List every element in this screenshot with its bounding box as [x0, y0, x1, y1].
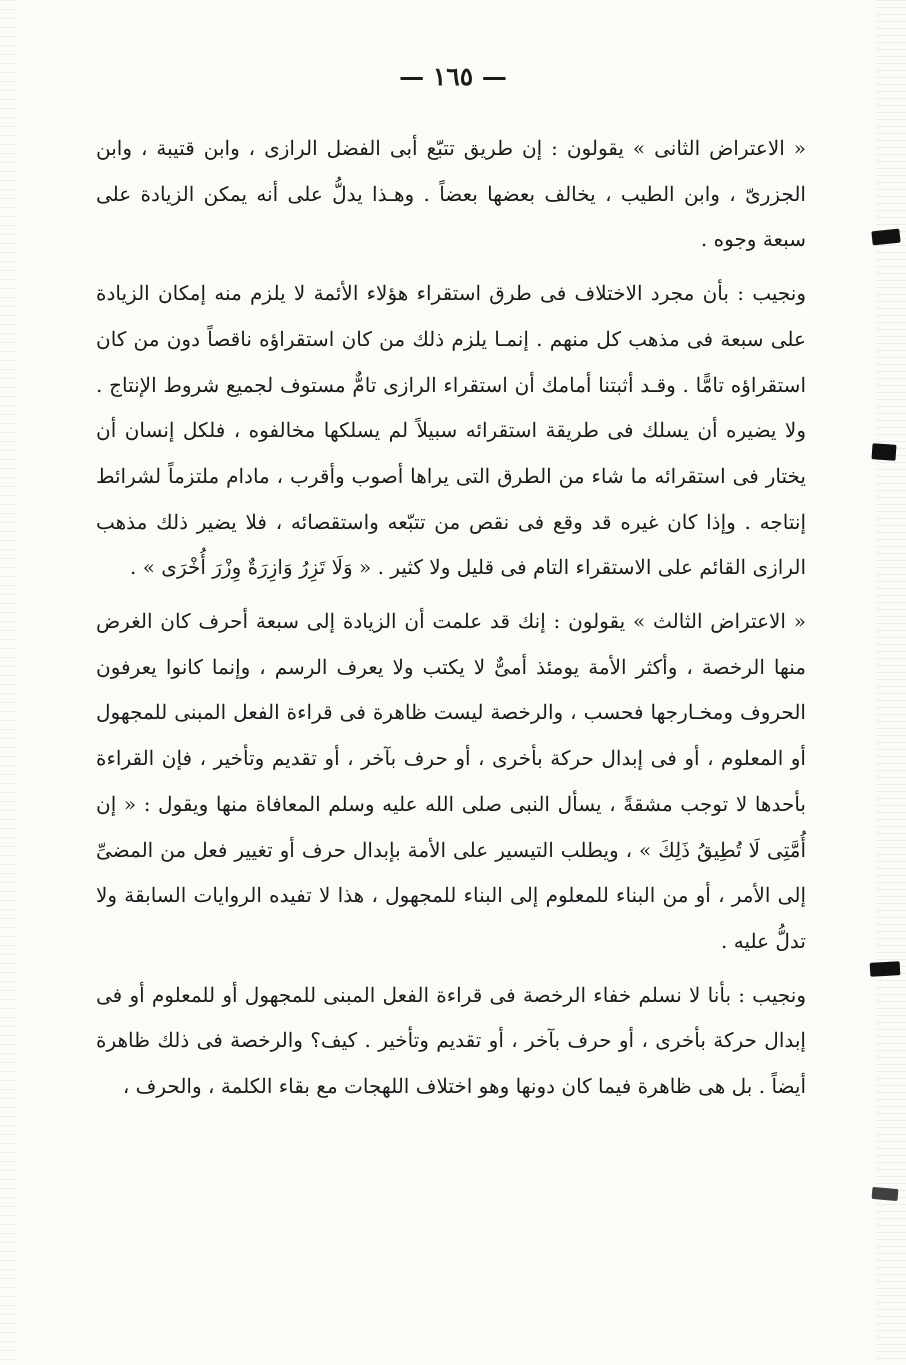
- margin-ink-mark: [871, 443, 896, 461]
- margin-ink-mark: [872, 1187, 899, 1201]
- body-text: [96, 126, 806, 1118]
- margin-ink-mark: [870, 961, 901, 977]
- page-number: — ١٦٥ —: [399, 62, 507, 91]
- scan-edge-left: [0, 0, 18, 1365]
- paragraph-objection-2: « الاعتراض الثانى » يقولون : إن طريق تتبّع أبى الفضل الرازى ، وابن قتيبة ، وابن الجزرىّ ، وابن الطيب ، يخالف بعضها بعضاً . وهـذا يدلُّ على أنه يمكن الزيادة على سبعة وجوه .: [96, 136, 806, 252]
- paragraph-answer-3: ونجيب : بأنا لا نسلم خفاء الرخصة فى قراءة الفعل المبنى للمجهول أو للمعلوم أو فى إبدال حركة بأخرى ، أو حرف بآخر ، أو تقديم وتأخير . كيف؟ والرخصة فى ذلك ظاهرة أيضاً . بل هى ظاهرة فيما كان دونها وهو اختلاف اللهجات مع بقاء الكلمة ، والحرف ،: [96, 982, 806, 1099]
- paragraph-answer-2: ونجيب : بأن مجرد الاختلاف فى طرق استقراء هؤلاء الأئمة لا يلزم منه إمكان الزيادة على سبعة فى مذهب كل منهم . إنمـا يلزم ذلك من كان استقراؤه ناقصاً دون من كان استقراؤه تامًّا . وقـد أثبتنا أمامك أن استقراء الرازى تامٌّ مستوف لجميع شروط الإنتاج . ولا يضيره أن يسلك فى طريقة استقرائه سبيلاً لم يسلكها مخالفوه ، فلكل إنسان أن يختار فى استقرائه ما شاء من الطرق التى يراها أصوب وأقرب ، مادام ملتزماً لشرائط إنتاجه . وإذا كان غيره قد وقع فى نقص من تتبّعه واستقصائه ، فلا يضير ذلك مذهب الرازى القائم على الاستقراء التام فى قليل ولا كثير . « وَلَا تَزِرُ وَازِرَةٌ وِزْرَ أُخْرَى » .: [96, 281, 806, 580]
- scan-edge-right: [876, 0, 906, 1365]
- paragraph-objection-3: « الاعتراض الثالث » يقولون : إنك قد علمت أن الزيادة إلى سبعة أحرف كان الغرض منها الرخصة ، وأكثر الأمة يومئذ أمىٌّ لا يكتب ولا يعرف الرسم ، وإنما كانوا يعرفون الحروف ومخـارجها فحسب ، والرخصة ليست ظاهرة فى قراءة الفعل المبنى للمجهول أو المعلوم ، أو فى إبدال حركة بأخرى ، أو حرف بآخر ، أو تقديم وتأخير ، فإن القراءة بأحدها لا توجب مشقةً ، يسأل النبى صلى الله عليه وسلم المعافاة منها ويقول : « إن أُمَّتِى لَا تُطِيقُ ذَلِكَ » ، ويطلب التيسير على الأمة بإبدال حرف أو تغيير فعل من المضىِّ إلى الأمر ، أو من البناء للمعلوم إلى البناء للمجهول ، هذا لا تفيده الروايات السابقة ولا تدلُّ عليه .: [96, 609, 806, 953]
- margin-ink-mark: [871, 229, 900, 246]
